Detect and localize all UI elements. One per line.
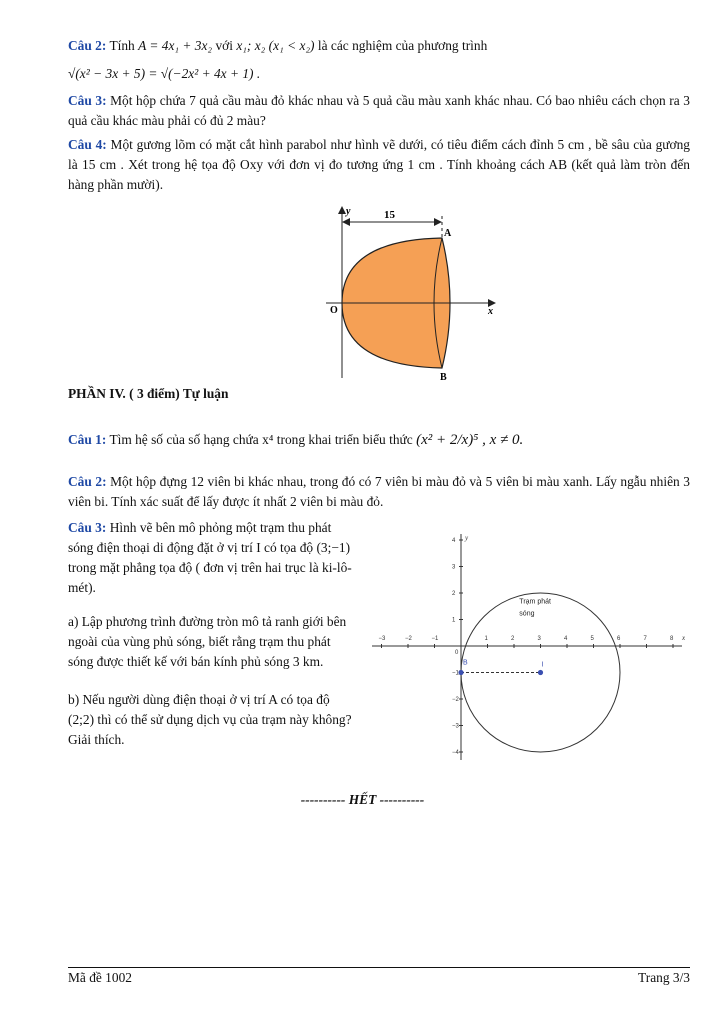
- x-tick-label: 4: [564, 636, 568, 642]
- graph-area: [372, 534, 686, 760]
- part4-question-1: [68, 430, 690, 450]
- origin-label: O: [330, 305, 338, 316]
- x-tick-label: 3: [537, 636, 541, 642]
- question-text: Tính: [109, 38, 135, 53]
- coverage-graph: [368, 528, 690, 766]
- question-text: Tìm hệ số của số hạng chứa x⁴ trong khai triển biểu thức: [109, 432, 413, 447]
- x-axis-label: x: [682, 634, 686, 642]
- station-label: Trạm phát: [519, 598, 551, 606]
- part4-question-3: [68, 518, 358, 598]
- y-tick-label: 2: [452, 591, 456, 597]
- x-tick-label: 8: [670, 636, 674, 642]
- x-tick-label: 6: [617, 636, 621, 642]
- equation: √(x² − 3x + 5) = √(−2x² + 4x + 1) .: [68, 66, 261, 81]
- part4-question-2: [68, 472, 690, 512]
- question-text: Một hộp chứa 7 quả cầu màu đỏ khác nhau và 5 quả cầu màu xanh khác nhau. Có bao nhiêu cách chọn ra 3 quả cầu khác màu phải có đủ 2 màu?: [68, 93, 690, 128]
- question-4: [68, 135, 690, 195]
- x-axis-label: x: [488, 306, 493, 317]
- question-label: Câu 1:: [68, 432, 107, 447]
- question-label: Câu 2:: [68, 38, 107, 53]
- question-text: là các nghiệm của phương trình: [317, 38, 488, 53]
- x-tick-label: 1: [484, 636, 488, 642]
- question-text: với: [215, 38, 233, 53]
- question-3: [68, 91, 690, 131]
- y-tick-label: −4: [452, 750, 459, 756]
- y-tick-label: 1: [452, 617, 456, 624]
- parabola-mirror-figure: [322, 200, 502, 382]
- question-text: Một gương lõm có mặt cắt hình parabol như hình vẽ dưới, có tiêu điểm cách đỉnh 5 cm , bề sâu của gương là 15 cm . Xét trong hệ tọa độ Oxy với đơn vị đo tương ứng 1 cm . Tính khoảng cách AB (kết quả làm tròn đến hàng phần mười).: [68, 137, 690, 192]
- width-label: 15: [384, 209, 395, 221]
- question-label: Câu 3:: [68, 93, 107, 108]
- x-tick-label: 5: [590, 636, 594, 642]
- question-label: Câu 3:: [68, 520, 107, 535]
- footer-divider: [68, 967, 690, 968]
- station-point-i: [538, 670, 543, 675]
- x-tick-label: 7: [643, 636, 647, 642]
- point-b-label: B: [463, 659, 468, 667]
- question-2: [68, 36, 690, 56]
- y-axis-label: y: [346, 206, 351, 217]
- point-b-label: B: [440, 372, 447, 382]
- exam-code: Mã đề 1002: [68, 970, 132, 985]
- y-tick-label: 3: [452, 564, 456, 571]
- point-a-label: A: [444, 228, 452, 239]
- question-text: Một hộp đựng 12 viên bi khác nhau, trong đó có 7 viên bi màu đỏ và 5 viên bi màu xanh. Lấy ngẫu nhiên 3 viên bi. Tính xác suất để lấy được ít nhất 2 viên bi màu đỏ.: [68, 474, 690, 509]
- x-tick-label: −1: [431, 636, 439, 642]
- part-b: b) Nếu người dùng điện thoại ở vị trí A có tọa độ (2;2) thì có thể sử dụng dịch vụ của trạm này không? Giải thích.: [68, 692, 352, 747]
- x-tick-label: −3: [378, 636, 386, 642]
- question-label: Câu 2:: [68, 474, 107, 489]
- end-marker: ---------- HẾT ----------: [300, 792, 425, 807]
- y-tick-label: 4: [452, 538, 456, 544]
- question-text: Hình vẽ bên mô phỏng một trạm thu phát sóng điện thoại di động đặt ở vị trí I có tọa độ (3;−1) trong mặt phẳng tọa độ ( đơn vị trên hai trục là ki-lô-mét).: [68, 520, 352, 595]
- station-label-i: I: [541, 661, 544, 669]
- y-tick-label: −2: [452, 697, 459, 703]
- formula: A = 4x₁ + 3x₂: [138, 38, 213, 53]
- part-4-heading: PHẦN IV. ( 3 điểm) Tự luận: [68, 386, 229, 401]
- point-b: [458, 670, 463, 675]
- part-a: a) Lập phương trình đường tròn mô tả ranh giới bên ngoài của vùng phủ sóng, biết rằng trạm thu phát sóng được thiết kế với bán kính phủ sóng 3 km.: [68, 614, 347, 669]
- page-number: Trang 3/3: [638, 970, 690, 985]
- x-tick-label: 2: [511, 636, 515, 642]
- y-tick-label: −1: [452, 670, 459, 677]
- formula: x₁; x₂ (x₁ < x₂): [236, 38, 315, 53]
- expression: (x² + 2/x)⁵ , x ≠ 0.: [416, 432, 524, 448]
- y-axis-label: y: [465, 534, 469, 542]
- x-tick-label: −2: [405, 636, 412, 642]
- station-label: sóng: [519, 610, 535, 618]
- y-tick-label: −3: [452, 723, 459, 730]
- question-label: Câu 4:: [68, 137, 107, 152]
- origin-label: 0: [455, 650, 459, 656]
